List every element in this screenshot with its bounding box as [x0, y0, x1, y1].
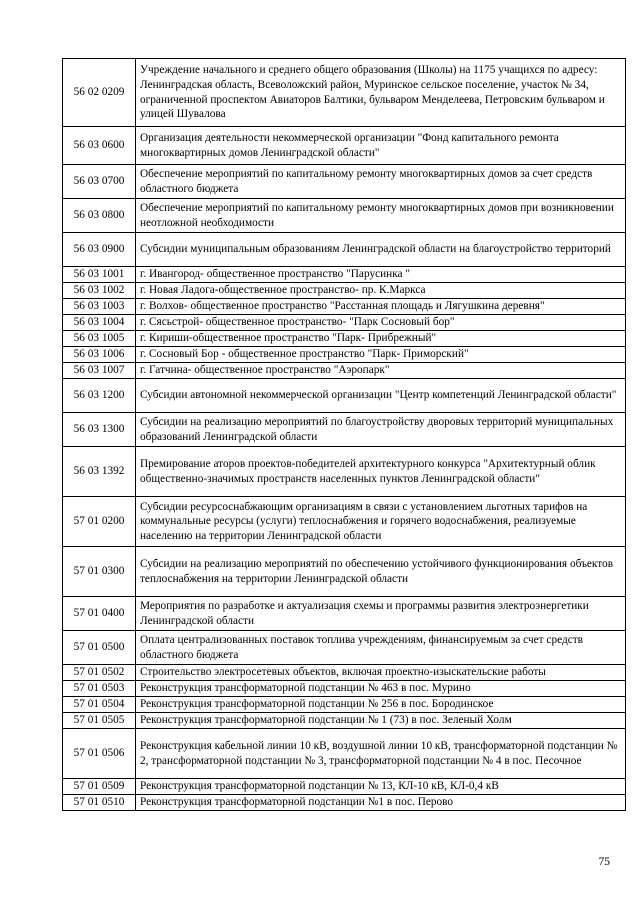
- table-row: [63, 267, 626, 283]
- description-cell: Учреждение начального и среднего общего образования (Школы) на 1175 учащихся по адресу: Ленинградская область, Всеволожский район, Муринское сельское поселение, участок № 34, ограниченной проспектом Авиаторов Балтики, бульваром Менделеева, Петровским бульваром и улицей Шувалова: [136, 59, 626, 127]
- code-cell: 56 03 0700: [63, 165, 136, 199]
- table-row: [63, 283, 626, 299]
- description-cell: Субсидии муниципальным образованиям Ленинградской области на благоустройство территорий: [136, 233, 626, 267]
- code-cell: 56 03 0800: [63, 199, 136, 233]
- code-cell: 56 03 1005: [63, 331, 136, 347]
- table-row: [63, 597, 626, 631]
- table-row: [63, 665, 626, 681]
- description-cell: Реконструкция трансформаторной подстанции № 256 в пос. Бородинское: [136, 697, 626, 713]
- code-cell: 57 01 0505: [63, 713, 136, 729]
- description-cell: Реконструкция кабельной линии 10 кВ, воздушной линии 10 кВ, трансформаторной подстанции № 2, трансформаторной подстанции № 3, трансформаторной подстанции № 4 в пос. Песочное: [136, 729, 626, 779]
- table-row: [63, 713, 626, 729]
- code-cell: 56 03 1300: [63, 413, 136, 447]
- description-cell: г. Сясьстрой- общественное пространство- "Парк Сосновый бор": [136, 315, 626, 331]
- description-cell: Субсидии ресурсоснабжающим организациям в связи с установлением льготных тарифов на коммунальные ресурсы (услуги) теплоснабжения и горячего водоснабжения, реализуемые населению на территории Ленинградской области: [136, 497, 626, 547]
- code-cell: 57 01 0400: [63, 597, 136, 631]
- code-cell: 57 01 0300: [63, 547, 136, 597]
- table-row: [63, 299, 626, 315]
- table-row: [63, 447, 626, 497]
- code-cell: 57 01 0510: [63, 795, 136, 811]
- table-row: [63, 497, 626, 547]
- description-cell: Мероприятия по разработке и актуализация схемы и программы развития электроэнергетики Ленинградской области: [136, 597, 626, 631]
- description-cell: Оплата централизованных поставок топлива учреждениям, финансируемым за счет средств областного бюджета: [136, 631, 626, 665]
- code-cell: 56 03 1002: [63, 283, 136, 299]
- code-cell: 57 01 0502: [63, 665, 136, 681]
- description-cell: Субсидии на реализацию мероприятий по обеспечению устойчивого функционирования объектов теплоснабжения на территории Ленинградской области: [136, 547, 626, 597]
- table-row: [63, 165, 626, 199]
- table-row: [63, 631, 626, 665]
- table-row: [63, 363, 626, 379]
- page-number: 75: [598, 856, 610, 868]
- table-row: [63, 347, 626, 363]
- table-row: [63, 233, 626, 267]
- code-cell: 56 03 1200: [63, 379, 136, 413]
- code-cell: 56 03 1392: [63, 447, 136, 497]
- table-row: [63, 379, 626, 413]
- code-cell: 57 01 0506: [63, 729, 136, 779]
- code-cell: 56 02 0209: [63, 59, 136, 127]
- description-cell: г. Волхов- общественное пространство "Расстанная площадь и Лягушкина деревня": [136, 299, 626, 315]
- code-cell: 56 03 1006: [63, 347, 136, 363]
- code-cell: 57 01 0503: [63, 681, 136, 697]
- description-cell: г. Новая Ладога-общественное пространство- пр. К.Маркса: [136, 283, 626, 299]
- code-cell: 57 01 0200: [63, 497, 136, 547]
- description-cell: г. Гатчина- общественное пространство "Аэропарк": [136, 363, 626, 379]
- code-cell: 56 03 0900: [63, 233, 136, 267]
- description-cell: Обеспечение мероприятий по капитальному ремонту многоквартирных домов при возникновении неотложной необходимости: [136, 199, 626, 233]
- table-row: [63, 681, 626, 697]
- budget-codes-table: [62, 58, 626, 811]
- table-body: [63, 59, 626, 811]
- code-cell: 56 03 0600: [63, 127, 136, 165]
- description-cell: Обеспечение мероприятий по капитальному ремонту многоквартирных домов за счет средств областного бюджета: [136, 165, 626, 199]
- table-row: [63, 795, 626, 811]
- description-cell: Организация деятельности некоммерческой организации "Фонд капитального ремонта многоквартирных домов Ленинградской области": [136, 127, 626, 165]
- table-row: [63, 547, 626, 597]
- description-cell: Премирование аторов проектов-победителей архитектурного конкурса "Архитектурный облик общественно-значимых пространств населенных пунктов Ленинградской области": [136, 447, 626, 497]
- description-cell: Реконструкция трансформаторной подстанции №1 в пос. Перово: [136, 795, 626, 811]
- description-cell: г. Кириши-общественное пространство "Парк- Прибрежный": [136, 331, 626, 347]
- table-row: [63, 199, 626, 233]
- description-cell: г. Ивангород- общественное пространство "Парусинка ": [136, 267, 626, 283]
- code-cell: 56 03 1003: [63, 299, 136, 315]
- description-cell: Реконструкция трансформаторной подстанции № 13, КЛ-10 кВ, КЛ-0,4 кВ: [136, 779, 626, 795]
- table-row: [63, 331, 626, 347]
- table-row: [63, 59, 626, 127]
- table-row: [63, 729, 626, 779]
- description-cell: Субсидии автономной некоммерческой организации "Центр компетенций Ленинградской области": [136, 379, 626, 413]
- description-cell: Субсидии на реализацию мероприятий по благоустройству дворовых территорий муниципальных образований Ленинградской области: [136, 413, 626, 447]
- table-row: [63, 779, 626, 795]
- table-row: [63, 127, 626, 165]
- code-cell: 56 03 1007: [63, 363, 136, 379]
- code-cell: 56 03 1004: [63, 315, 136, 331]
- description-cell: г. Сосновый Бор - общественное пространство "Парк- Приморский": [136, 347, 626, 363]
- description-cell: Строительство электросетевых объектов, включая проектно-изыскательские работы: [136, 665, 626, 681]
- description-cell: Реконструкция трансформаторной подстанции № 463 в пос. Мурино: [136, 681, 626, 697]
- code-cell: 57 01 0500: [63, 631, 136, 665]
- table-row: [63, 413, 626, 447]
- table-row: [63, 697, 626, 713]
- code-cell: 57 01 0504: [63, 697, 136, 713]
- code-cell: 56 03 1001: [63, 267, 136, 283]
- code-cell: 57 01 0509: [63, 779, 136, 795]
- table-row: [63, 315, 626, 331]
- description-cell: Реконструкция трансформаторной подстанции № 1 (73) в пос. Зеленый Холм: [136, 713, 626, 729]
